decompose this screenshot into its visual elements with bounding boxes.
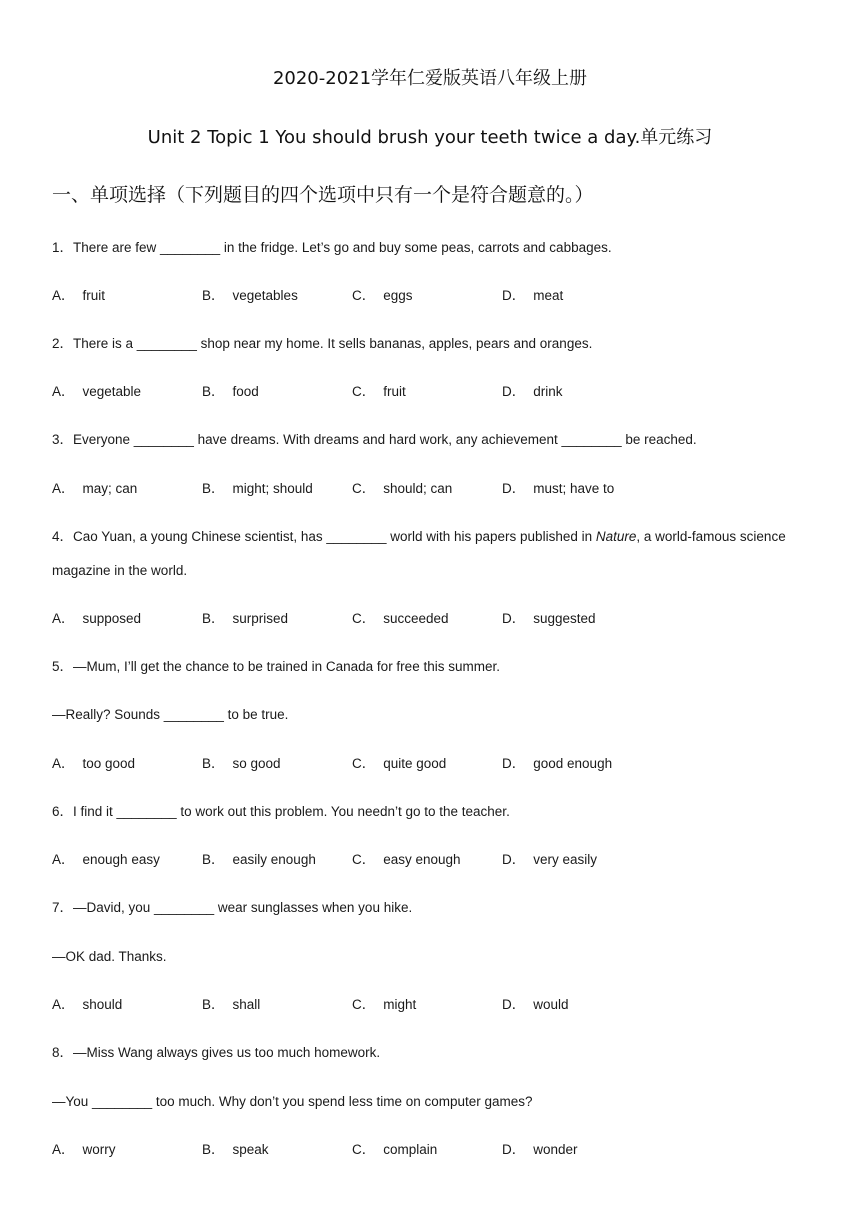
question-8-stem: 8．—Miss Wang always gives us too much homework. — [52, 1045, 381, 1060]
option-letter: C． — [352, 288, 376, 303]
option-letter: B． — [202, 852, 225, 867]
option-text: may; can — [82, 481, 138, 496]
option-text: might; should — [232, 481, 313, 496]
option-a — [52, 287, 105, 305]
question-3-options — [52, 480, 812, 498]
option-letter: B． — [202, 384, 225, 399]
option-a — [52, 996, 122, 1014]
option-text: fruit — [383, 384, 406, 399]
option-letter: A． — [52, 1142, 75, 1157]
option-letter: A． — [52, 384, 75, 399]
question-6-stem: 6．I find it ________ to work out this problem. You needn’t go to the teacher. — [52, 804, 510, 819]
option-letter: B． — [202, 611, 225, 626]
option-text: easily enough — [232, 852, 316, 867]
question-7-options — [52, 996, 812, 1014]
option-letter: C． — [352, 852, 376, 867]
option-letter: C． — [352, 481, 376, 496]
question-8-stem-line-2: —You ________ too much. Why don’t you spend less time on computer games? — [52, 1094, 533, 1109]
question-5-stem-line-2: —Really? Sounds ________ to be true. — [52, 707, 289, 722]
question-4-stem-end: , a world-famous science — [636, 529, 786, 544]
option-text: easy enough — [383, 852, 461, 867]
question-1-options — [52, 287, 812, 305]
option-letter: C． — [352, 756, 376, 771]
journal-name: Nature — [595, 529, 637, 544]
option-letter: A． — [52, 611, 75, 626]
question-3-stem: 3．Everyone ________ have dreams. With dreams and hard work, any achievement ________ be reached. — [52, 432, 697, 447]
option-letter: A． — [52, 288, 75, 303]
option-text: worry — [82, 1142, 116, 1157]
option-text: succeeded — [383, 611, 449, 626]
option-letter: D． — [502, 997, 526, 1012]
option-b — [202, 851, 316, 869]
question-5-options — [52, 755, 812, 773]
option-text: should — [82, 997, 123, 1012]
question-2-options — [52, 383, 812, 401]
option-letter: C． — [352, 611, 376, 626]
option-a — [52, 851, 160, 869]
option-b — [202, 287, 298, 305]
option-text: eggs — [383, 288, 413, 303]
option-c — [352, 755, 446, 773]
option-text: suggested — [533, 611, 596, 626]
option-text: too good — [82, 756, 136, 771]
option-d — [502, 383, 563, 401]
option-letter: D． — [502, 611, 526, 626]
question-4-stem-start: 4．Cao Yuan, a young Chinese scientist, has ________ world with his papers published in — [52, 529, 596, 544]
option-text: surprised — [232, 611, 289, 626]
option-text: speak — [232, 1142, 269, 1157]
option-c — [352, 1141, 437, 1159]
option-letter: D． — [502, 1142, 526, 1157]
option-text: would — [533, 997, 569, 1012]
option-a — [52, 480, 137, 498]
option-letter: A． — [52, 852, 75, 867]
option-letter: D． — [502, 481, 526, 496]
option-text: fruit — [82, 288, 106, 303]
option-d — [502, 851, 597, 869]
option-text: vegetables — [232, 288, 298, 303]
option-text: so good — [232, 756, 281, 771]
question-8-options — [52, 1141, 812, 1159]
option-d — [502, 610, 596, 628]
question-7-stem-line-2: —OK dad. Thanks. — [52, 949, 167, 964]
option-letter: D． — [502, 852, 526, 867]
question-4-stem-line-2: magazine in the world. — [52, 563, 188, 578]
option-b — [202, 383, 259, 401]
option-text: drink — [533, 384, 563, 399]
question-4-options — [52, 610, 812, 628]
option-b — [202, 1141, 269, 1159]
option-a — [52, 755, 135, 773]
option-a — [52, 610, 141, 628]
option-d — [502, 480, 614, 498]
option-d — [502, 996, 569, 1014]
option-text: good enough — [533, 756, 613, 771]
option-text: wonder — [533, 1142, 578, 1157]
option-letter: B． — [202, 288, 225, 303]
option-c — [352, 996, 416, 1014]
option-letter: B． — [202, 481, 225, 496]
option-letter: A． — [52, 997, 75, 1012]
option-letter: C． — [352, 384, 376, 399]
option-d — [502, 1141, 578, 1159]
question-2-stem: 2．There is a ________ shop near my home. It sells bananas, apples, pears and oranges. — [52, 336, 593, 351]
question-4-stem — [52, 528, 786, 546]
option-b — [202, 996, 260, 1014]
option-text: might — [383, 997, 417, 1012]
option-c — [352, 851, 461, 869]
option-c — [352, 383, 406, 401]
option-d — [502, 755, 612, 773]
option-b — [202, 755, 281, 773]
option-b — [202, 480, 313, 498]
option-text: food — [232, 384, 259, 399]
option-text: should; can — [383, 481, 453, 496]
option-c — [352, 480, 452, 498]
option-text: vegetable — [82, 384, 142, 399]
option-letter: A． — [52, 756, 75, 771]
option-letter: C． — [352, 997, 376, 1012]
option-a — [52, 383, 141, 401]
section-heading: 一、单项选择（下列题目的四个选项中只有一个是符合题意的。） — [52, 184, 594, 206]
option-text: shall — [232, 997, 261, 1012]
option-text: complain — [383, 1142, 438, 1157]
option-text: supposed — [82, 611, 142, 626]
option-d — [502, 287, 563, 305]
option-a — [52, 1141, 116, 1159]
option-letter: B． — [202, 997, 225, 1012]
option-letter: D． — [502, 288, 526, 303]
document-subtitle: Unit 2 Topic 1 You should brush your teeth twice a day.单元练习 — [147, 127, 713, 148]
option-letter: B． — [202, 1142, 225, 1157]
option-text: enough easy — [82, 852, 160, 867]
question-7-stem: 7．—David, you ________ wear sunglasses when you hike. — [52, 900, 413, 915]
option-text: quite good — [383, 756, 447, 771]
option-letter: B． — [202, 756, 225, 771]
option-letter: A． — [52, 481, 75, 496]
option-c — [352, 287, 413, 305]
option-text: meat — [533, 288, 564, 303]
option-text: very easily — [533, 852, 598, 867]
document-title: 2020-2021学年仁爱版英语八年级上册 — [272, 68, 588, 89]
question-5-stem: 5．—Mum, I’ll get the chance to be trained in Canada for free this summer. — [52, 659, 500, 674]
option-b — [202, 610, 288, 628]
question-6-options — [52, 851, 812, 869]
option-letter: C． — [352, 1142, 376, 1157]
question-1-stem: 1．There are few ________ in the fridge. Let’s go and buy some peas, carrots and cabbages. — [52, 240, 612, 255]
option-letter: D． — [502, 384, 526, 399]
option-text: must; have to — [533, 481, 615, 496]
option-letter: D． — [502, 756, 526, 771]
option-c — [352, 610, 449, 628]
